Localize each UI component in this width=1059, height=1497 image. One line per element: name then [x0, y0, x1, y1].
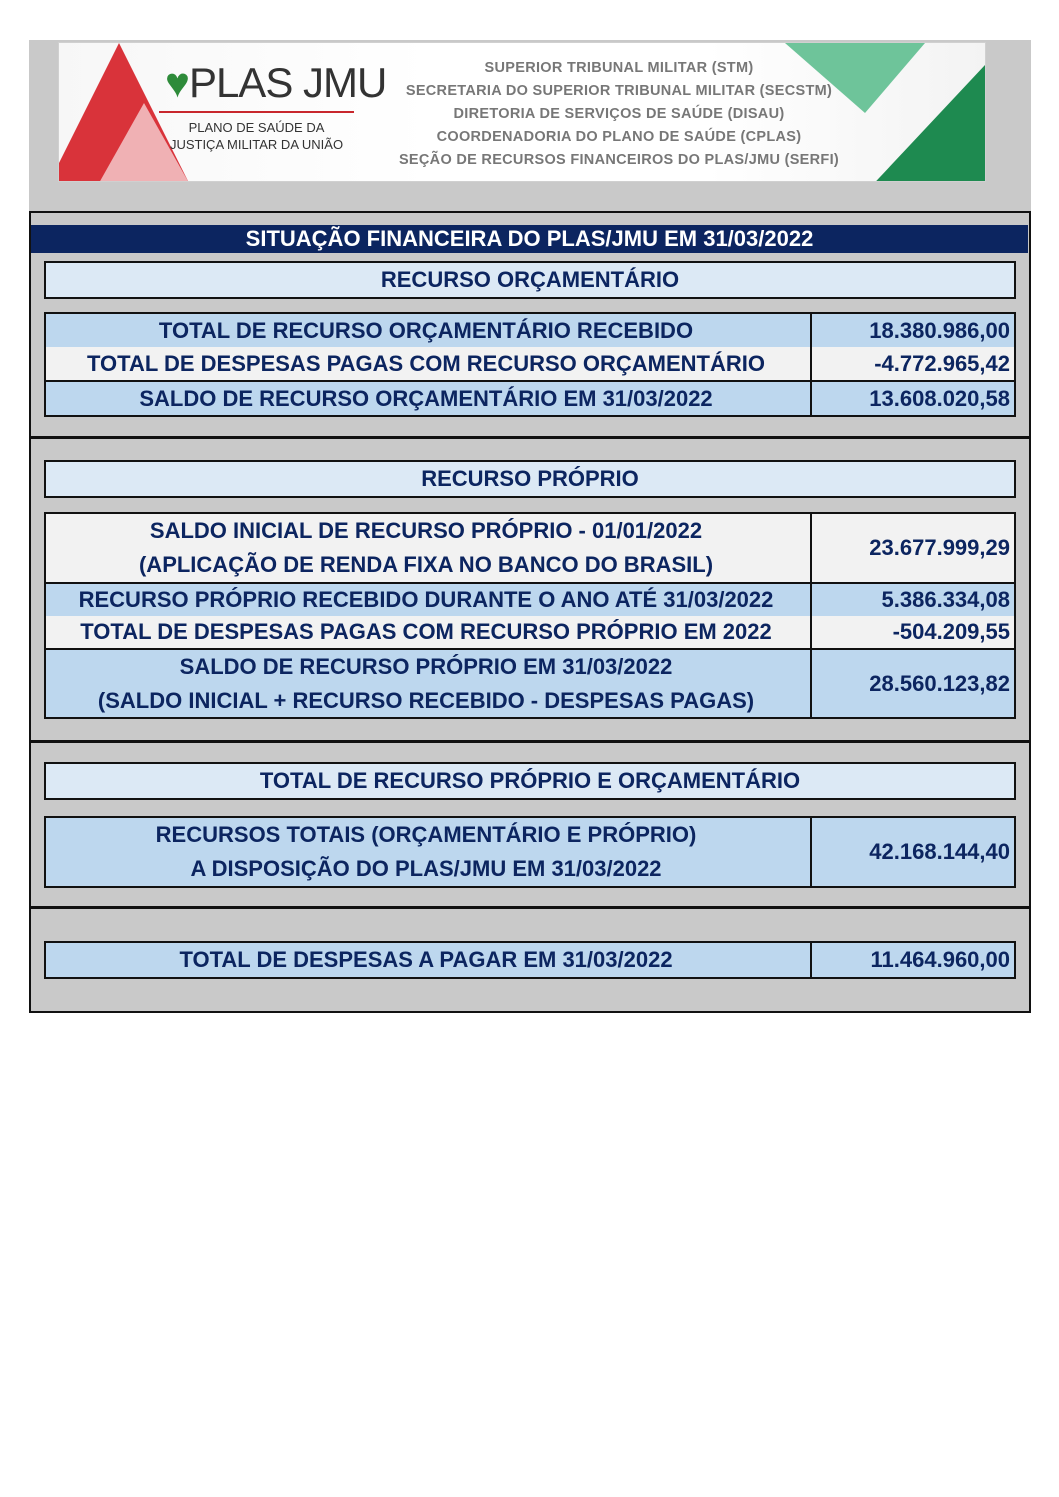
table-row — [46, 514, 1014, 582]
row-value: 18.380.986,00 — [810, 314, 1014, 347]
page-title: SITUAÇÃO FINANCEIRA DO PLAS/JMU EM 31/03/2022 — [31, 225, 1028, 253]
table-row — [46, 943, 1014, 977]
row-label: SALDO DE RECURSO ORÇAMENTÁRIO EM 31/03/2022 — [139, 385, 713, 411]
row-value: -4.772.965,42 — [810, 347, 1014, 380]
row-label: RECURSO PRÓPRIO RECEBIDO DURANTE O ANO ATÉ 31/03/2022 — [78, 587, 774, 612]
section-heading-proprio: RECURSO PRÓPRIO — [44, 460, 1016, 498]
org-line: SECRETARIA DO SUPERIOR TRIBUNAL MILITAR (SECSTM) — [405, 83, 833, 99]
section-heading-total: TOTAL DE RECURSO PRÓPRIO E ORÇAMENTÁRIO — [44, 762, 1016, 800]
table-row — [46, 582, 1014, 616]
organization-lines — [359, 57, 879, 172]
row-value: -504.209,55 — [810, 616, 1014, 648]
ecg-line — [159, 111, 354, 113]
row-value: 28.560.123,82 — [810, 650, 1014, 717]
plas-jmu-logo — [159, 59, 387, 169]
org-line: COORDENADORIA DO PLANO DE SAÚDE (CPLAS) — [436, 129, 802, 145]
row-label: TOTAL DE DESPESAS PAGAS COM RECURSO ORÇAMENTÁRIO — [87, 350, 765, 376]
row-label: TOTAL DE RECURSO ORÇAMENTÁRIO RECEBIDO — [158, 317, 694, 343]
section-divider — [29, 906, 1031, 909]
row-label: SALDO INICIAL DE RECURSO PRÓPRIO - 01/01/2022 (APLICAÇÃO DE RENDA FIXA NO BANCO DO BRASIL) — [138, 518, 714, 577]
section-divider — [29, 436, 1031, 439]
row-value: 5.386.334,08 — [810, 584, 1014, 616]
row-value: 23.677.999,29 — [810, 514, 1014, 582]
table-row — [46, 818, 1014, 886]
table-row — [46, 648, 1014, 717]
row-value: 42.168.144,40 — [810, 818, 1014, 886]
org-line: DIRETORIA DE SERVIÇOS DE SAÚDE (DISAU) — [453, 106, 785, 122]
table-row — [46, 314, 1014, 347]
table-row — [46, 616, 1014, 648]
org-line: SUPERIOR TRIBUNAL MILITAR (STM) — [484, 60, 754, 76]
logo-wordmark: ♥PLAS JMU — [165, 59, 387, 106]
row-value: 11.464.960,00 — [810, 943, 1014, 977]
table-row — [46, 380, 1014, 415]
org-line: SEÇÃO DE RECURSOS FINANCEIROS DO PLAS/JMU (SERFI) — [398, 152, 840, 168]
row-label: TOTAL DE DESPESAS PAGAS COM RECURSO PRÓPRIO EM 2022 — [80, 619, 772, 644]
row-label: RECURSOS TOTAIS (ORÇAMENTÁRIO E PRÓPRIO) A DISPOSIÇÃO DO PLAS/JMU EM 31/03/2022 — [155, 822, 697, 881]
row-label: TOTAL DE DESPESAS A PAGAR EM 31/03/2022 — [179, 947, 673, 972]
header-banner — [58, 42, 986, 182]
table-orcamentario — [44, 312, 1016, 417]
row-value: 13.608.020,58 — [810, 382, 1014, 415]
table-a-pagar — [44, 941, 1016, 979]
row-label: SALDO DE RECURSO PRÓPRIO EM 31/03/2022 (SALDO INICIAL + RECURSO RECEBIDO - DESPESAS PAGAS) — [97, 653, 755, 713]
section-divider — [29, 740, 1031, 743]
heart-icon: ♥ — [165, 59, 189, 106]
table-row — [46, 347, 1014, 380]
section-heading-orcamentario: RECURSO ORÇAMENTÁRIO — [44, 261, 1016, 299]
table-total — [44, 816, 1016, 888]
table-proprio — [44, 512, 1016, 719]
logo-subtitle: PLANO DE SAÚDE DA JUSTIÇA MILITAR DA UNIÃO — [169, 120, 344, 152]
